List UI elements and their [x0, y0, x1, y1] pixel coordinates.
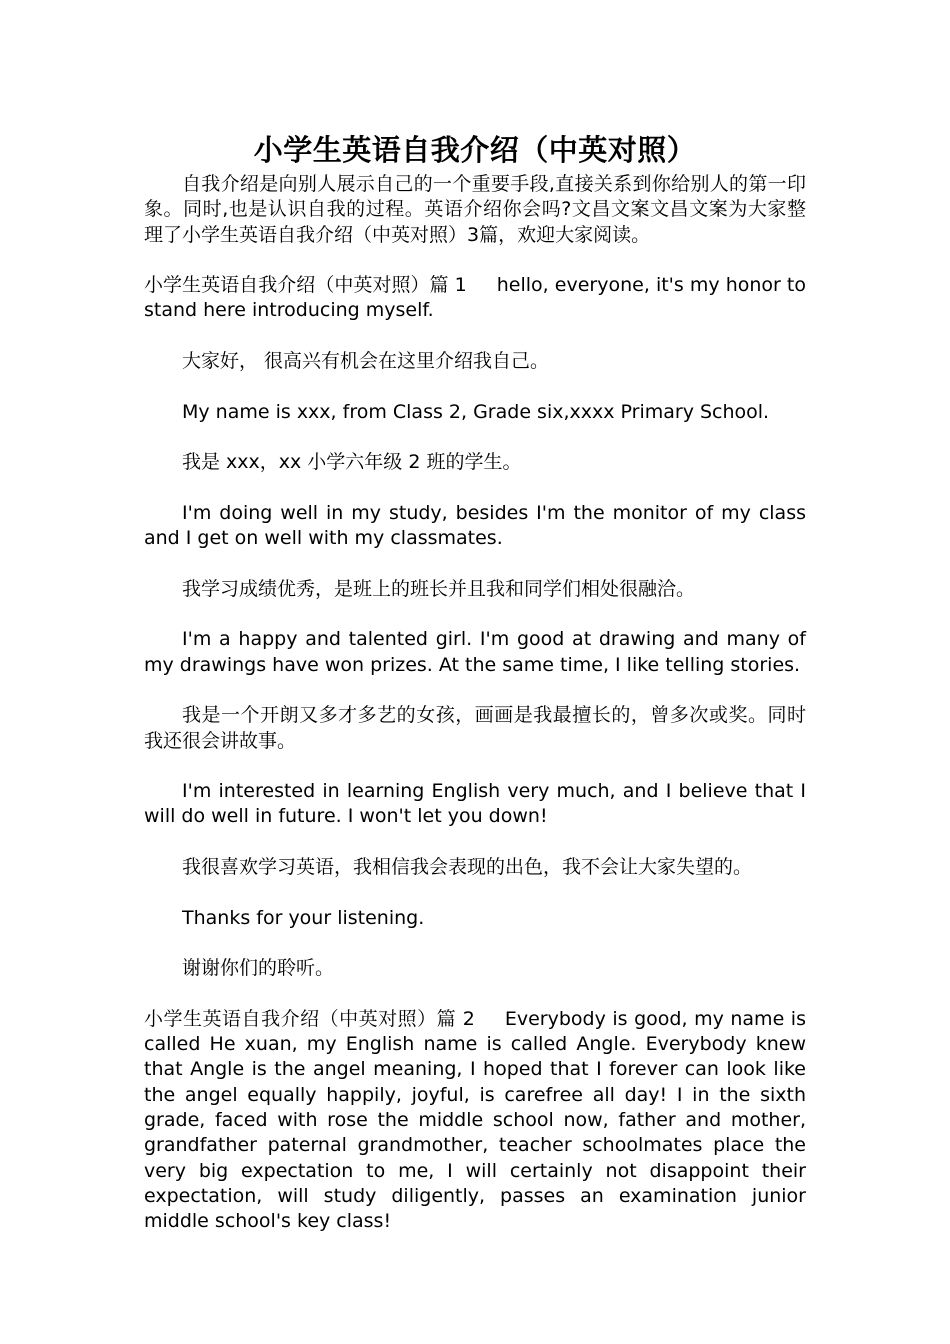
section2-heading: 小学生英语自我介绍（中英对照）篇 2 [144, 1007, 475, 1030]
section1-paragraph [144, 273, 806, 324]
body-paragraph: 我是 xxx，xx 小学六年级 2 班的学生。 [182, 451, 522, 474]
section2-paragraph [144, 1007, 806, 1235]
document-page [144, 128, 806, 1234]
body-paragraph: 我很喜欢学习英语，我相信我会表现的出色，我不会让大家失望的。 [182, 856, 753, 879]
body-paragraph: My name is xxx, from Class 2, Grade six,xxxx Primary School. [182, 400, 770, 423]
body-paragraph: I'm a happy and talented girl. I'm good at drawing and many of my drawings have won prizes. At the same time, I like telling stories. [144, 628, 806, 676]
body-paragraph: 我学习成绩优秀，是班上的班长并且我和同学们相处很融洽。 [182, 577, 696, 600]
body-paragraph: 大家好， 很高兴有机会在这里介绍我自己。 [182, 350, 550, 373]
body-paragraph: 我是一个开朗又多才多艺的女孩，画画是我最擅长的，曾多次或奖。同时我还很会讲故事。 [144, 704, 806, 752]
body-paragraph: I'm interested in learning English very much, and I believe that I will do well in future. I won't let you down! [144, 780, 806, 828]
section2-lead: Everybody is good, my name is called He xuan, my English name is called Angle. Everybody knew that Angle is the angel meaning, I hoped that I forever can look like the angel equally happily, joyful, is carefree all day! I in the sixth grade, faced with rose the middle school now, father and mother, grandfather paternal grandmother, teacher schoolmates place the very big expectation to me, I will certainly not disappoint their expectation, will study diligently, passes an examination junior middle school's key class! [144, 1007, 806, 1233]
section1-heading: 小学生英语自我介绍（中英对照）篇 1 [144, 274, 467, 297]
body-paragraph: Thanks for your listening. [182, 906, 425, 929]
body-paragraph: 谢谢你们的聆听。 [182, 957, 335, 980]
body-paragraph: I'm doing well in my study, besides I'm the monitor of my class and I get on well with my classmates. [144, 501, 806, 550]
section1-lead: hello, everyone, it's my honor to stand here introducing myself. [144, 274, 806, 322]
intro-paragraph: 自我介绍是向别人展示自己的一个重要手段,直接关系到你给别人的第一印象。同时,也是认识自我的过程。英语介绍你会吗?文昌文案文昌文案为大家整理了小学生英语自我介绍（中英对照）3篇，欢迎大家阅读。 [144, 173, 806, 246]
document-title: 小学生英语自我介绍（中英对照） [253, 133, 697, 167]
